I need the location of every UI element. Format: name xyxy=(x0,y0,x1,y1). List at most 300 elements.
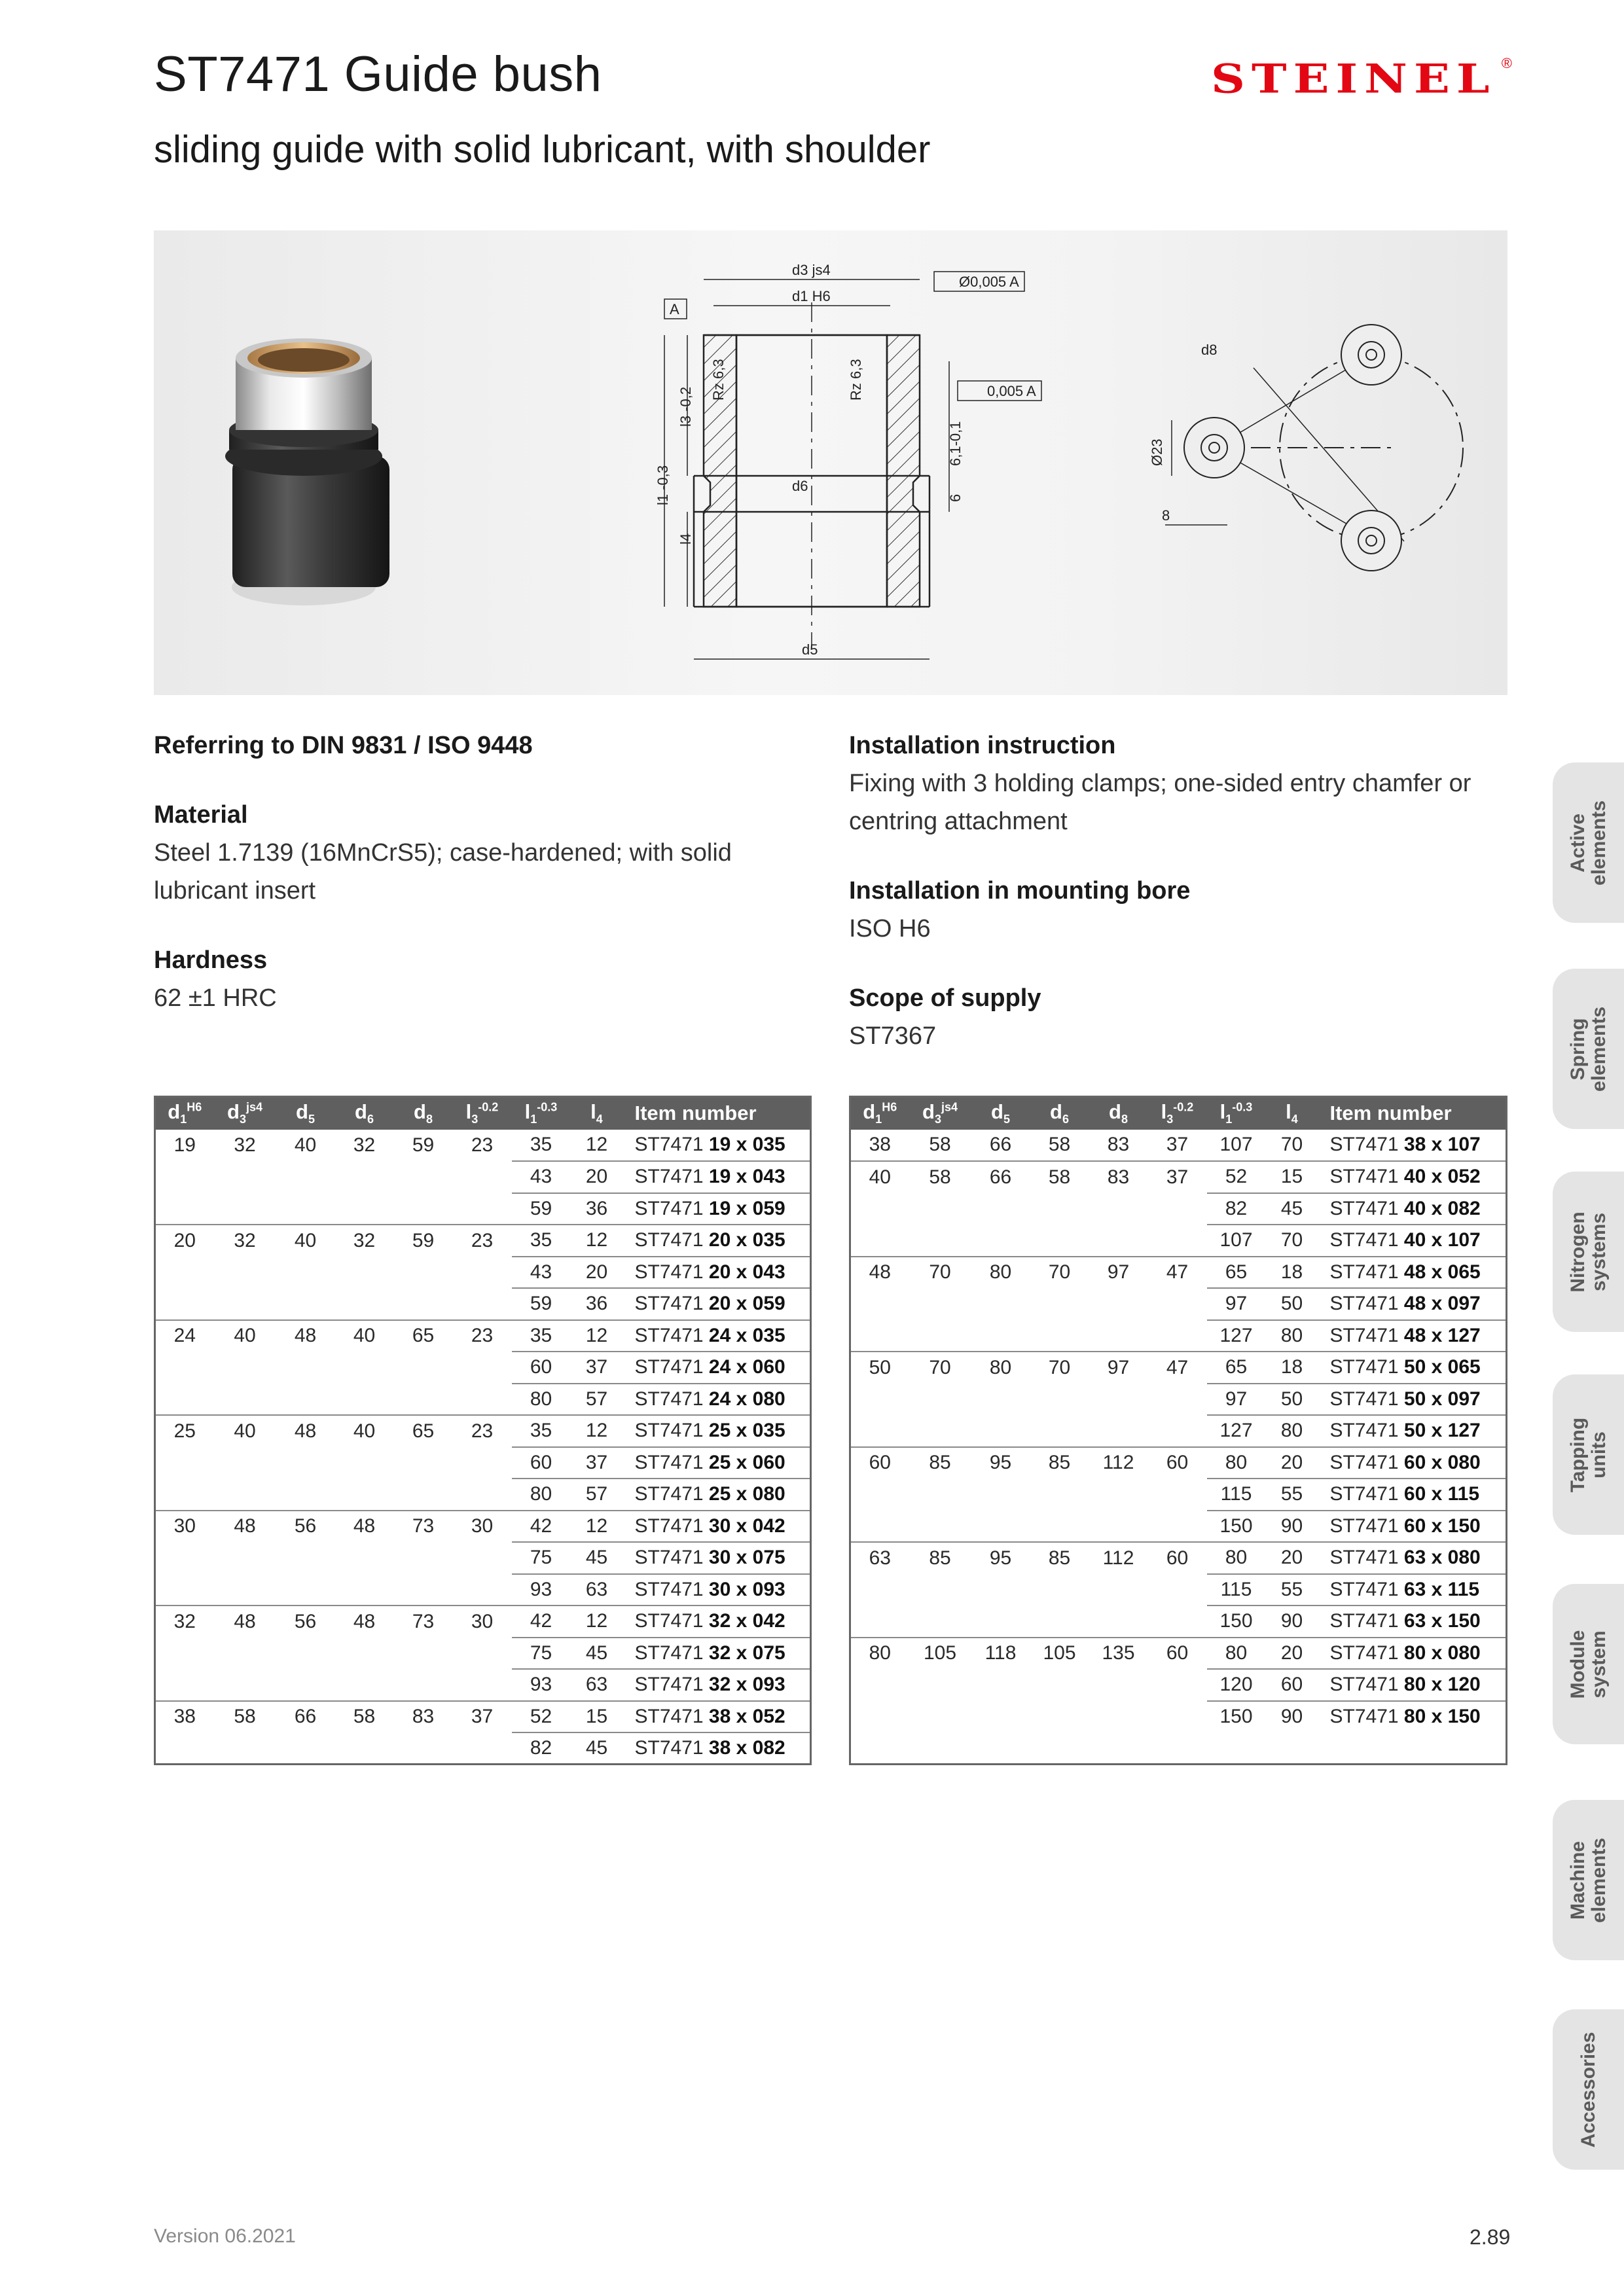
cell-l3 xyxy=(453,1447,512,1479)
reference-heading: Referring to DIN 9831 / ISO 9448 xyxy=(154,732,533,759)
installation-heading: Installation instruction xyxy=(849,732,1116,759)
cell-l3 xyxy=(1148,1415,1207,1447)
cell-d8 xyxy=(1089,1288,1148,1320)
cell-l3 xyxy=(1148,1288,1207,1320)
table-row xyxy=(850,1447,1507,1479)
cell-l4: 57 xyxy=(571,1479,623,1511)
dim-phi23: Ø23 xyxy=(1149,439,1165,466)
cell-l1: 35 xyxy=(512,1415,571,1447)
cell-item-number: ST7471 50 x 127 xyxy=(1318,1415,1507,1447)
cell-l3 xyxy=(1148,1511,1207,1543)
tol-perpendicular: 0,005 A xyxy=(987,383,1036,399)
cell-d5 xyxy=(276,1352,335,1384)
cell-d6 xyxy=(1030,1574,1089,1606)
cell-l4: 20 xyxy=(1266,1638,1318,1670)
col-header-l3: $l_3^{-0.2}$ xyxy=(453,1097,512,1130)
cell-l4: 37 xyxy=(571,1352,623,1384)
cell-d1: 19 xyxy=(173,1134,196,1156)
cell-l1: 59 xyxy=(512,1193,571,1225)
tab-label: Module system xyxy=(1566,1630,1610,1698)
cell-d8 xyxy=(394,1542,453,1574)
empty-row xyxy=(850,1732,1507,1765)
cell-d1 xyxy=(155,1161,214,1193)
cell-d3 xyxy=(909,1605,971,1638)
cell-item-number: ST7471 38 x 052 xyxy=(623,1701,811,1733)
cell-l1: 107 xyxy=(1219,1134,1253,1156)
cell-d8: 97 xyxy=(1089,1257,1148,1289)
table-row xyxy=(155,1225,811,1257)
tab-accessories[interactable] xyxy=(1553,2009,1624,2170)
cell-d3 xyxy=(214,1638,276,1670)
cell-d1 xyxy=(155,1574,214,1606)
cell-d6 xyxy=(1030,1384,1089,1416)
table-row xyxy=(850,1352,1507,1384)
cell-d1 xyxy=(850,1574,909,1606)
cell-d5 xyxy=(276,1732,335,1765)
cell-d8 xyxy=(394,1352,453,1384)
cell-d3 xyxy=(909,1288,971,1320)
cell-l1: 52 xyxy=(512,1701,571,1733)
scope-heading: Scope of supply xyxy=(849,984,1041,1012)
cell-d8 xyxy=(1089,1384,1148,1416)
section-drawing xyxy=(664,272,1041,659)
cell-l3 xyxy=(1148,1701,1207,1733)
cell-d3 xyxy=(214,1669,276,1701)
cell-l3 xyxy=(1148,1669,1207,1701)
cell-d1 xyxy=(155,1288,214,1320)
cell-d5 xyxy=(971,1193,1030,1225)
cell-d1 xyxy=(155,1193,214,1225)
cell-d3 xyxy=(909,1193,971,1225)
cell-d8 xyxy=(1089,1605,1148,1638)
tab-active[interactable] xyxy=(1553,762,1624,923)
cell-l3: 60 xyxy=(1148,1542,1207,1574)
cell-l3: 23 xyxy=(471,1134,494,1156)
col-header-d8: $d_8$ xyxy=(394,1097,453,1130)
cell-item-number: ST7471 40 x 082 xyxy=(1318,1193,1507,1225)
table-row xyxy=(155,1320,811,1352)
cell-d5: 66 xyxy=(971,1161,1030,1193)
cell-d5 xyxy=(971,1574,1030,1606)
cell-d3: 48 xyxy=(214,1511,276,1543)
cell-l4: 55 xyxy=(1266,1574,1318,1606)
table-body xyxy=(155,1130,811,1765)
cell-d3 xyxy=(214,1288,276,1320)
table-row xyxy=(850,1257,1507,1289)
cell-d6: 58 xyxy=(1048,1134,1071,1156)
dim-d3: d3 js4 xyxy=(792,262,831,278)
plan-view xyxy=(1165,325,1463,571)
col-header-l4: $l_4$ xyxy=(571,1097,623,1130)
col-header-d3: $d_3^{js4}$ xyxy=(909,1097,971,1130)
table-row xyxy=(155,1161,811,1193)
dim-d5: d5 xyxy=(802,641,818,658)
cell-l1: 150 xyxy=(1207,1701,1266,1733)
table-row xyxy=(850,1384,1507,1416)
cell-d1 xyxy=(155,1479,214,1511)
table-row xyxy=(850,1161,1507,1193)
table-row xyxy=(155,1415,811,1447)
cell-item-number: ST7471 48 x 065 xyxy=(1318,1257,1507,1289)
cell-l1: 115 xyxy=(1207,1574,1266,1606)
table-row xyxy=(155,1638,811,1670)
tab-nitrogen[interactable] xyxy=(1553,1172,1624,1332)
cell-d6 xyxy=(1030,1415,1089,1447)
cell-d5: 66 xyxy=(276,1701,335,1733)
cell-d3: 70 xyxy=(909,1352,971,1384)
datum-a: A xyxy=(670,301,679,317)
cell-d1: 38 xyxy=(869,1134,891,1156)
cell-d1: 20 xyxy=(155,1225,214,1257)
cell-l4: 20 xyxy=(1266,1542,1318,1574)
cell-item-number: ST7471 25 x 035 xyxy=(623,1415,811,1447)
cell-l1: 42 xyxy=(512,1511,571,1543)
cell-d8 xyxy=(1089,1320,1148,1352)
cell-d8 xyxy=(394,1288,453,1320)
cell-l1: 42 xyxy=(512,1605,571,1638)
cell-d1 xyxy=(850,1701,909,1733)
table-row xyxy=(155,1352,811,1384)
cell-l4: 20 xyxy=(1266,1447,1318,1479)
cell-d5: 80 xyxy=(971,1352,1030,1384)
cell-d3: 58 xyxy=(214,1701,276,1733)
cell-d1: 25 xyxy=(155,1415,214,1447)
cell-d6 xyxy=(1030,1288,1089,1320)
col-header-item-number: Item number xyxy=(1318,1097,1507,1130)
scope-text: ST7367 xyxy=(849,1022,937,1050)
cell-d6: 32 xyxy=(335,1225,394,1257)
material-heading: Material xyxy=(154,801,248,829)
col-header-d3: $d_3^{js4}$ xyxy=(214,1097,276,1130)
cell-l4: 90 xyxy=(1266,1701,1318,1733)
table-row xyxy=(155,1669,811,1701)
dim-8: 8 xyxy=(1162,507,1170,524)
cell-d1 xyxy=(155,1638,214,1670)
cell-l4: 37 xyxy=(571,1447,623,1479)
cell-l1: 80 xyxy=(1207,1447,1266,1479)
cell-d6: 48 xyxy=(335,1511,394,1543)
cell-l1: 127 xyxy=(1207,1320,1266,1352)
cell-d5 xyxy=(276,1669,335,1701)
cell-d3: 105 xyxy=(909,1638,971,1670)
cell-d5: 56 xyxy=(276,1605,335,1638)
cell-item-number: ST7471 38 x 107 xyxy=(1329,1134,1481,1156)
cell-l4: 12 xyxy=(571,1225,623,1257)
cell-l4: 90 xyxy=(1266,1605,1318,1638)
cell-d1 xyxy=(850,1193,909,1225)
cell-l4: 70 xyxy=(1266,1225,1318,1257)
cell-d6: 58 xyxy=(335,1701,394,1733)
cell-item-number: ST7471 48 x 127 xyxy=(1318,1320,1507,1352)
cell-l4: 50 xyxy=(1266,1288,1318,1320)
cell-l1: 35 xyxy=(530,1134,552,1156)
cell-l4: 45 xyxy=(571,1732,623,1765)
tab-label: Nitrogen systems xyxy=(1566,1211,1610,1293)
cell-d6 xyxy=(335,1384,394,1416)
cell-d8: 112 xyxy=(1089,1542,1148,1574)
cell-l3 xyxy=(453,1542,512,1574)
installation-text: Fixing with 3 holding clamps; one-sided entry chamfer or centring attachment xyxy=(849,770,1471,835)
cell-l4: 60 xyxy=(1266,1669,1318,1701)
cell-l4: 18 xyxy=(1266,1352,1318,1384)
cell-l4: 45 xyxy=(1266,1193,1318,1225)
cell-d6 xyxy=(335,1542,394,1574)
cell-d1 xyxy=(155,1447,214,1479)
table-row xyxy=(155,1384,811,1416)
cell-d1 xyxy=(850,1479,909,1511)
cell-d3 xyxy=(214,1161,276,1193)
table-row xyxy=(155,1447,811,1479)
table-row xyxy=(155,1130,811,1162)
cell-item-number: ST7471 63 x 115 xyxy=(1318,1574,1507,1606)
cell-item-number: ST7471 80 x 080 xyxy=(1318,1638,1507,1670)
cell-d6: 40 xyxy=(335,1320,394,1352)
cell-d8: 83 xyxy=(394,1701,453,1733)
cell-l4: 80 xyxy=(1266,1415,1318,1447)
cell-d3 xyxy=(214,1447,276,1479)
cell-d5 xyxy=(971,1384,1030,1416)
table-header-row xyxy=(155,1097,811,1130)
cell-l4: 55 xyxy=(1266,1479,1318,1511)
spec-table-left xyxy=(154,1096,812,1765)
cell-d1: 40 xyxy=(850,1161,909,1193)
cell-d1 xyxy=(850,1225,909,1257)
steinel-logo xyxy=(1211,52,1512,105)
cell-d8: 65 xyxy=(394,1415,453,1447)
cell-d3 xyxy=(214,1732,276,1765)
cell-d8 xyxy=(1089,1574,1148,1606)
cell-l3 xyxy=(453,1384,512,1416)
cell-l1: 60 xyxy=(512,1447,571,1479)
table-row xyxy=(850,1225,1507,1257)
cell-l4: 90 xyxy=(1266,1511,1318,1543)
cell-l4: 36 xyxy=(571,1193,623,1225)
cell-d1: 30 xyxy=(155,1511,214,1543)
table-row xyxy=(850,1542,1507,1574)
cell-l3 xyxy=(453,1288,512,1320)
cell-l1: 82 xyxy=(1207,1193,1266,1225)
cell-d5: 80 xyxy=(971,1257,1030,1289)
cell-d5 xyxy=(276,1193,335,1225)
cell-l4: 15 xyxy=(1266,1161,1318,1193)
cell-l4: 57 xyxy=(571,1384,623,1416)
cell-d5 xyxy=(971,1669,1030,1701)
col-header-l1: $l_1^{-0.3}$ xyxy=(512,1097,571,1130)
table-row xyxy=(155,1605,811,1638)
cell-d8 xyxy=(1089,1415,1148,1447)
cell-l4: 18 xyxy=(1266,1257,1318,1289)
cell-d3: 40 xyxy=(214,1320,276,1352)
cell-d3: 85 xyxy=(909,1447,971,1479)
table-row xyxy=(850,1701,1507,1733)
cell-d5 xyxy=(276,1384,335,1416)
cell-d5: 40 xyxy=(276,1225,335,1257)
cell-d1 xyxy=(850,1415,909,1447)
cell-d8: 59 xyxy=(412,1134,435,1156)
cell-d6 xyxy=(1030,1701,1089,1733)
cell-d5 xyxy=(276,1542,335,1574)
cell-d3 xyxy=(214,1384,276,1416)
cell-d1: 60 xyxy=(850,1447,909,1479)
bush-photo xyxy=(225,338,389,605)
cell-d3 xyxy=(214,1193,276,1225)
col-header-l1: $l_1^{-0.3}$ xyxy=(1207,1097,1266,1130)
cell-l3 xyxy=(1148,1479,1207,1511)
cell-d6 xyxy=(1030,1511,1089,1543)
cell-d3 xyxy=(909,1415,971,1447)
cell-l1: 93 xyxy=(512,1669,571,1701)
cell-d6: 105 xyxy=(1030,1638,1089,1670)
cell-d8 xyxy=(394,1193,453,1225)
cell-d3: 85 xyxy=(909,1542,971,1574)
cell-l4: 12 xyxy=(571,1511,623,1543)
tol-concentric: Ø0,005 A xyxy=(959,274,1019,290)
hardness-text: 62 ±1 HRC xyxy=(154,984,277,1012)
cell-l3: 37 xyxy=(453,1701,512,1733)
cell-l3 xyxy=(453,1161,512,1193)
tab-machine[interactable] xyxy=(1553,1800,1624,1960)
cell-d5 xyxy=(276,1479,335,1511)
table-row xyxy=(155,1479,811,1511)
cell-d3 xyxy=(909,1701,971,1733)
cell-d1 xyxy=(155,1257,214,1289)
cell-item-number: ST7471 24 x 080 xyxy=(623,1384,811,1416)
cell-l1: 115 xyxy=(1207,1479,1266,1511)
cell-l1: 82 xyxy=(512,1732,571,1765)
cell-d6 xyxy=(335,1161,394,1193)
cell-l1: 80 xyxy=(512,1384,571,1416)
cell-l4: 12 xyxy=(571,1605,623,1638)
cell-d1 xyxy=(850,1384,909,1416)
cell-l4: 80 xyxy=(1266,1320,1318,1352)
cell-d1: 50 xyxy=(850,1352,909,1384)
cell-l4: 45 xyxy=(571,1638,623,1670)
cell-d3 xyxy=(214,1257,276,1289)
cell-d5: 95 xyxy=(971,1447,1030,1479)
cell-item-number: ST7471 30 x 093 xyxy=(623,1574,811,1606)
cell-l3 xyxy=(453,1574,512,1606)
cell-d8 xyxy=(1089,1193,1148,1225)
table-row xyxy=(850,1320,1507,1352)
page-subtitle: sliding guide with solid lubricant, with shoulder xyxy=(154,128,931,171)
page-title: ST7471 Guide bush xyxy=(154,46,602,102)
tab-spring[interactable] xyxy=(1553,969,1624,1129)
cell-d1 xyxy=(850,1320,909,1352)
cell-d3 xyxy=(909,1669,971,1701)
cell-d8 xyxy=(394,1257,453,1289)
cell-l1: 35 xyxy=(512,1320,571,1352)
table-row xyxy=(850,1415,1507,1447)
cell-l1: 65 xyxy=(1207,1352,1266,1384)
cell-l3 xyxy=(453,1669,512,1701)
cell-d3 xyxy=(909,1511,971,1543)
cell-l3 xyxy=(1148,1574,1207,1606)
cell-d5 xyxy=(971,1288,1030,1320)
cell-d8 xyxy=(394,1669,453,1701)
cell-d8: 73 xyxy=(394,1605,453,1638)
cell-item-number: ST7471 20 x 035 xyxy=(623,1225,811,1257)
cell-d6 xyxy=(335,1638,394,1670)
info-left xyxy=(154,726,808,1017)
table-row xyxy=(850,1130,1507,1162)
cell-d5 xyxy=(971,1511,1030,1543)
cell-l3: 23 xyxy=(453,1320,512,1352)
cell-l1: 65 xyxy=(1207,1257,1266,1289)
cell-item-number: ST7471 40 x 107 xyxy=(1318,1225,1507,1257)
table-row xyxy=(155,1257,811,1289)
cell-d1: 32 xyxy=(155,1605,214,1638)
table-row xyxy=(850,1605,1507,1638)
cell-item-number: ST7471 63 x 080 xyxy=(1318,1542,1507,1574)
cell-l3 xyxy=(453,1257,512,1289)
cell-item-number: ST7471 60 x 150 xyxy=(1318,1511,1507,1543)
cell-item-number: ST7471 25 x 080 xyxy=(623,1479,811,1511)
cell-l3 xyxy=(1148,1193,1207,1225)
cell-d1 xyxy=(155,1542,214,1574)
cell-d6 xyxy=(1030,1320,1089,1352)
col-header-d1: $d_1^{H6}$ xyxy=(155,1097,214,1130)
cell-item-number: ST7471 38 x 082 xyxy=(623,1732,811,1765)
cell-d6: 85 xyxy=(1030,1542,1089,1574)
cell-d1 xyxy=(155,1732,214,1765)
cell-l4: 50 xyxy=(1266,1384,1318,1416)
cell-l3: 37 xyxy=(1148,1161,1207,1193)
cell-l3 xyxy=(1148,1384,1207,1416)
cell-d3 xyxy=(909,1384,971,1416)
registered-mark: ® xyxy=(1501,55,1512,71)
cell-l1: 97 xyxy=(1207,1288,1266,1320)
table-body xyxy=(850,1130,1507,1765)
tab-module[interactable] xyxy=(1553,1584,1624,1744)
cell-d6: 48 xyxy=(335,1605,394,1638)
col-header-d1: $d_1^{H6}$ xyxy=(850,1097,909,1130)
tab-tapping[interactable] xyxy=(1553,1374,1624,1535)
cell-d8: 112 xyxy=(1089,1447,1148,1479)
cell-d8 xyxy=(1089,1511,1148,1543)
cell-l1: 43 xyxy=(512,1257,571,1289)
dim-d6: d6 xyxy=(792,478,808,494)
cell-item-number: ST7471 30 x 042 xyxy=(623,1511,811,1543)
cell-item-number: ST7471 40 x 052 xyxy=(1318,1161,1507,1193)
cell-d8: 97 xyxy=(1089,1352,1148,1384)
tab-label: Machine elements xyxy=(1566,1837,1610,1923)
cell-item-number: ST7471 50 x 097 xyxy=(1318,1384,1507,1416)
table-row xyxy=(850,1479,1507,1511)
cell-d8: 59 xyxy=(394,1225,453,1257)
cell-d5 xyxy=(276,1447,335,1479)
cell-l1: 150 xyxy=(1207,1511,1266,1543)
mounting-bore-text: ISO H6 xyxy=(849,915,931,942)
cell-item-number: ST7471 19 x 035 xyxy=(634,1134,785,1156)
table-row xyxy=(850,1638,1507,1670)
cell-d8: 135 xyxy=(1089,1638,1148,1670)
cell-d6: 70 xyxy=(1030,1352,1089,1384)
cell-d1 xyxy=(850,1288,909,1320)
cell-item-number: ST7471 25 x 060 xyxy=(623,1447,811,1479)
col-header-item-number: Item number xyxy=(623,1097,811,1130)
cell-d3: 70 xyxy=(909,1257,971,1289)
cell-item-number: ST7471 32 x 075 xyxy=(623,1638,811,1670)
cell-d3 xyxy=(214,1574,276,1606)
cell-item-number: ST7471 20 x 059 xyxy=(623,1288,811,1320)
cell-d8 xyxy=(394,1384,453,1416)
tab-label: Tapping units xyxy=(1566,1417,1610,1492)
cell-l4: 70 xyxy=(1280,1134,1303,1156)
cell-item-number: ST7471 60 x 080 xyxy=(1318,1447,1507,1479)
cell-d8 xyxy=(1089,1479,1148,1511)
cell-l1: 59 xyxy=(512,1288,571,1320)
cell-l4: 63 xyxy=(571,1669,623,1701)
